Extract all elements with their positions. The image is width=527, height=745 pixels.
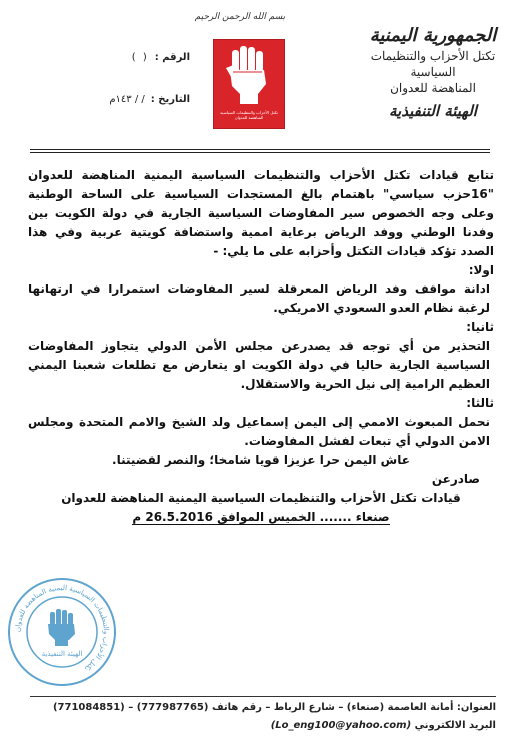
place-date-line xyxy=(28,508,494,527)
place-date-text: صنعاء ....... الخميس الموافق 26.5.2016 م xyxy=(132,510,390,524)
section-first-text: ادانة مواقف وفد الرياض المعرقلة لسير المفاوضات استمرارا في ارتهانها لرغبة نظام العدو السعودي الامريكي. xyxy=(28,282,490,315)
raised-fist-icon xyxy=(214,40,284,110)
stamp-fist-icon xyxy=(48,609,75,646)
organization-header xyxy=(353,24,513,122)
section-third-title: ثالثا: xyxy=(466,396,494,410)
coalition-name-2: المناهضة للعدوان xyxy=(390,81,476,95)
footer-email-row xyxy=(130,717,496,735)
official-stamp xyxy=(6,576,118,688)
section-second-title: ثانيا: xyxy=(466,320,494,334)
footer-divider xyxy=(30,696,496,697)
reference-label: الرقم : xyxy=(154,52,190,63)
reference-value: ( ) xyxy=(131,52,149,63)
reference-number xyxy=(30,52,190,63)
statement-body xyxy=(28,166,494,527)
footer-address: العنوان: أمانة العاصمة (صنعاء) – شارع الرباط – رقم هاتف (777987765) – (771084851) xyxy=(52,702,496,713)
slogan: عاش اليمن حرا عزيزا قويا شامخا؛ والنصر لقضيتنا. xyxy=(112,453,410,467)
intro-paragraph: تتابع قيادات تكتل الأحزاب والتنظيمات السياسية اليمنية المناهضة للعدوان "16حزب سياسي" باهتمام بالغ المستجدات السياسية على الساحة الوطنية وعلى وجه الخصوص سير المفاوضات السياسية الجارية في دولة الكويت بين وفدنا الوطني ووفد الرياض برعاية اممية واستضافة كويتية عربية وفي هذا الصدد تؤكد قيادات التكتل وأحزابه على ما يلي: - xyxy=(28,168,494,258)
header-divider xyxy=(30,149,490,150)
signatory: قيادات تكتل الأحزاب والتنظيمات السياسية اليمنية المناهضة للعدوان xyxy=(61,491,461,505)
document-date xyxy=(30,94,190,105)
section-second-text: التحذير من أي توجه قد يصدرعن مجلس الأمن الدولي يتجاوز المفاوضات السياسية الجارية حاليا في دولة الكويت او يتعارض مع تطلعات شعبنا اليمني العظيم الرامية إلى نيل الحرية والاستقلال. xyxy=(28,339,490,391)
footer xyxy=(52,699,496,735)
fist-logo xyxy=(213,39,285,129)
issued-by-label: صادرعن xyxy=(431,472,480,486)
coalition-name: تكتل الأحزاب والتنظيمات السياسية xyxy=(370,49,496,79)
stamp-center-text: الهيئة التنفيذية xyxy=(41,650,83,658)
logo-caption: تكتل الأحزاب والتنظيمات السياسية المناهضة للعدوان xyxy=(220,110,278,120)
country-name: الجمهورية اليمنية xyxy=(369,25,497,46)
email-label: البريد الالكتروني xyxy=(414,720,496,731)
email-link[interactable]: (Lo_eng100@yahoo.com) xyxy=(270,720,412,731)
date-value: / / ١٤٣م xyxy=(109,94,145,105)
section-first-title: اولا: xyxy=(468,263,494,277)
executive-body: الهيئة التنفيذية xyxy=(389,102,477,120)
section-third-text: نحمل المبعوث الاممي إلى اليمن إسماعيل ولد الشيخ والامم المتحدة ومجلس الامن الدولي أي تبعات لفشل المفاوضات. xyxy=(28,415,490,448)
basmala: بسم الله الرحمن الرحيم xyxy=(194,12,286,22)
stamp-ring-text: تكتل الأحزاب والتنظيمات السياسية اليمنية المناهضة للعدوان xyxy=(13,583,111,673)
date-label: التاريخ : xyxy=(150,94,190,105)
header-divider-2 xyxy=(30,152,490,153)
